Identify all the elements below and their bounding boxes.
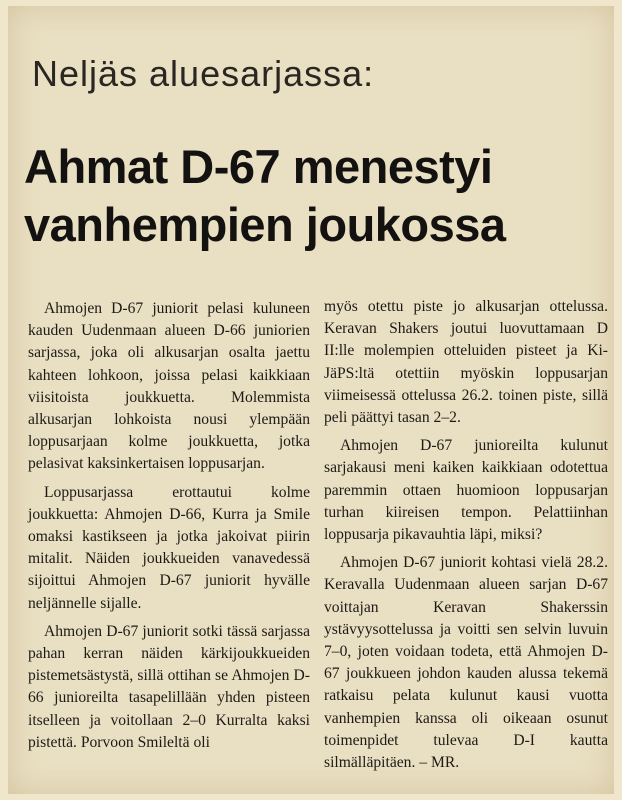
- paragraph: Ahmojen D-67 juniorit pelasi kuluneen kauden Uudenmaan alueen D-66 juniorien sarjassa, joka oli alkusarjan osalta jaettu kahteen lohkoon, joissa pelasi kaikkiaan viisitoista joukkuetta. Molemmista alkusarjan lohkoista nousi ylempään loppusarjaan kolme joukkuetta, jotka pelasivat kaksinkertaisen loppusarjan.: [28, 300, 310, 473]
- paragraph: Loppusarjassa erottautui kolme joukkuetta: Ahmojen D-66, Kurra ja Smile omaksi kastikseen ja jotka jakoivat piirin mitalit. Näiden joukkueiden vanavedessä sijoittui Ahmojen D-67 juniorit hyvälle neljännelle sijalle.: [28, 483, 310, 612]
- newspaper-clipping: [8, 6, 614, 794]
- kicker: Neljäs aluesarjassa:: [32, 53, 375, 94]
- paragraph: myös otettu piste jo alkusarjan ottelussa. Keravan Shakers joutui luovuttamaan D II:lle molempien otteluiden pisteet ja Ki-JäPS:ltä otettiin myöskin loppusarjan viimeisessä ottelussa 26.2. toinen piste, sillä peli päättyi tasan 2–2.: [324, 298, 608, 427]
- headline-line-1: Ahmat D-67 menestyi: [24, 140, 493, 193]
- headline-line-2: vanhempien joukossa: [24, 198, 506, 251]
- paragraph: Ahmojen D-67 juniorit kohtasi vielä 28.2. Keravalla Uudenmaan alueen sarjan D-67 voittajan Keravan Shakerssin ystävyysottelussa ja voitti sen selvin luvuin 7–0, joten voidaan todeta, että Ahmojen D-67 joukkueen johdon kauden alussa tekemä ratkaisu pelata kulunut kausi vuotta vanhempien kanssa oli oikeaan osunut toimenpidet tulevaa D-I kautta silmälläpitäen. – MR.: [324, 554, 608, 772]
- left-column: [28, 298, 310, 760]
- right-column: [324, 296, 608, 780]
- headline: [24, 138, 614, 254]
- paragraph: Ahmojen D-67 junioreilta kulunut sarjakausi meni kaiken kaikkiaan odotettua paremmin ottaen huomioon loppusarjan turhan kiireisen tempon. Pelattiinhan loppusarja pikavauhtia läpi, miksi?: [324, 437, 608, 544]
- paragraph: Ahmojen D-67 juniorit sotki tässä sarjassa pahan kerran näiden kärkijoukkueiden pistemetsästystä, sillä ottihan se Ahmojen D-66 junioreilta tasapelillään yhden pisteen itselleen ja voitollaan 2–0 Kurralta kaksi pistettä. Porvoon Smileltä oli: [28, 622, 310, 751]
